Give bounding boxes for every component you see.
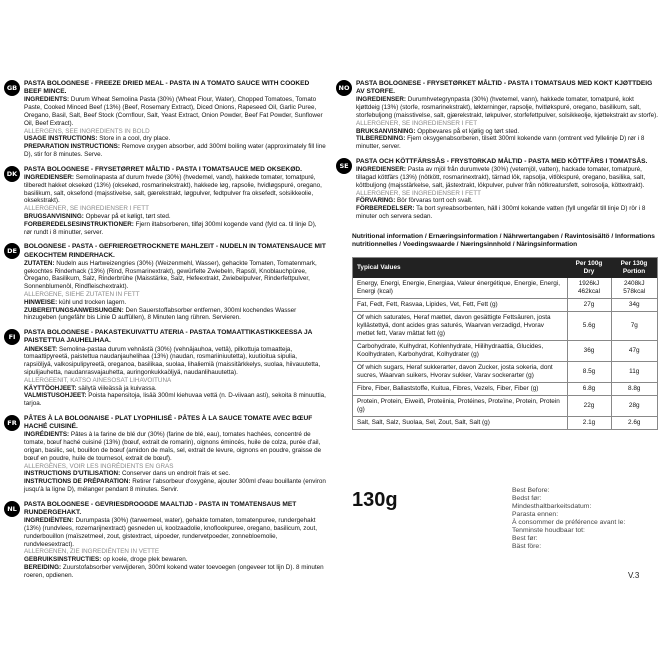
product-title: PÂTES À LA BOLOGNAISE - PLAT LYOPHILISÉ - PÂTES À LA SAUCE TOMATE AVEC BŒUF HACHÉ CUISINÉ.: [24, 414, 313, 431]
product-body: [24, 260, 326, 322]
product-title: PASTA BOLOGNESE - FRYSETØRRET MÅLTID - PASTA I TOMATSAUCE MED OKSEKØD.: [24, 165, 302, 173]
nutrition-header-row: [353, 258, 658, 279]
prep-label: INSTRUCTIONS DE PRÉPARATION:: [24, 478, 131, 486]
product-title: PASTA BOLOGNESE - GEVRIESDROOGDE MAALTIJD - PASTA IN TOMATENSAUS MET RUNDERGEHAKT.: [24, 500, 297, 516]
left-column: [4, 80, 326, 579]
allergens-text: ALLERGENE, SIEHE ZUTATEN IN FETT: [24, 290, 140, 298]
row-dry-value: 36g: [567, 341, 611, 362]
storage-text: kühl und trocken lagern.: [58, 298, 127, 306]
storage-label: BRUKSANVISNING:: [356, 127, 416, 135]
nutrition-title: Nutritional information / Ernæringsinformation / Nährwertangaben / Ravintosisältö / Informations nutritionnelles / Voedingswaarde / Næringsinnhold / Näringsinformation: [352, 232, 655, 248]
header-per-100g: Per 100g Dry: [567, 258, 611, 279]
best-before-line: Best før:: [512, 535, 538, 542]
ingredients-label: ZUTATEN:: [24, 259, 55, 267]
storage-text: Conserver dans un endroit frais et sec.: [121, 470, 231, 478]
storage-label: KÄYTTÖOHJEET:: [24, 384, 77, 392]
row-dry-value: 5.6g: [567, 312, 611, 341]
lang-section-nl: [4, 501, 326, 580]
ingredients-label: INGREDIENSER:: [24, 173, 75, 181]
ingredients-text: Pâtes à la farine de blé dur (30%) (farine de blé, eau), tomates hachées, concentré de tomate, bœuf haché cuisiné (13%) (bœuf, extrait de romarin), oignons émincés, huile de colza, purée d'ail, origan, basilic, sel, bouillon de bœuf (amidon de maïs, sel, extrait de levure, oignons en poudre, graisse de bœuf en poudre, huile de tournesol, extrait de bœuf).: [24, 431, 322, 462]
allergens-text: ALLERGENER, SE INGREDIENSER I FETT: [24, 205, 149, 213]
row-portion-value: 28g: [611, 396, 658, 417]
ingredients-text: Semolina-pastaa durum vehnästä (30%) (vehnäjauhoa, vettä), pilkottuja tomaatteja, tomaattipyreetä, paistettua naudanjauhelihaa (13%) (naudan, rosmariiniuutetta), kuutioitua sipulia, rapsiöljyä, valkosipulipyreetä, oreganoa, basilikaa, suolaa, lihaliemiä (maissitärkkelys, suolaa, hiivauutetta, sipulijauhetta, naudanrasvajauhetta, auringonkukkaöljyä, naudanlihauutetta).: [24, 345, 321, 376]
prep-label: TILBEREDNING:: [356, 135, 406, 143]
table-row: [353, 299, 658, 312]
ingredients-text: Durumhvetegrynpasta (30%) (hvetemel, vann), hakkede tomater, tomatpuré, kokt kjøttdeig (13%) (storfe, rosmarinekstrakt), løkterninger, rapsolje, hvitløkspuré, oregano, basilikum, salt, storfebuljong (maisstivelse, salt, gjærekstrakt, løkpulver, storfefettpulver, solsikkeolje, kjøttekstrakt av storfe).: [356, 96, 659, 119]
product-title: PASTA BOLOGNESE - FREEZE DRIED MEAL - PASTA IN A TOMATO SAUCE WITH COOKED BEEF MINCE.: [24, 80, 310, 96]
best-before-line: Tenminste houdbaar tot:: [512, 527, 585, 534]
table-row: [353, 341, 658, 362]
table-row: [353, 278, 658, 299]
row-label: Of which saturates, Heraf mættet, davon gesättigte Fettsäuren, josta kyllästettyä, dont acides gras saturés, Waarvan verzadigd, Hvorav mettet fett, Varav mättat fett (g): [353, 312, 568, 341]
prep-label: FÖRBEREDELSER:: [356, 205, 415, 213]
table-row: [353, 312, 658, 341]
row-dry-value: 2.1g: [567, 417, 611, 430]
prep-text: Zuurstofabsorber verwijderen, 300ml kokend water toevoegen (ongeveer tot lijn D). 8 minuten roeren, opdienen.: [24, 563, 324, 579]
allergens-text: ALLERGENS, SEE INGREDIENTS IN BOLD: [24, 127, 150, 135]
product-title: PASTA BOLOGNESE - PAKASTEKUIVATTU ATERIA - PASTAA TOMAATTIKASTIKKEESSA JA PAISTETTUA JAUHELIHAA.: [24, 329, 313, 345]
allergens-text: ALLERGÈNES, VOIR LES INGRÉDIENTS EN GRAS: [24, 462, 174, 470]
storage-label: INSTRUCTIONS D'UTILISATION:: [24, 470, 121, 478]
best-before-line: Parasta ennen:: [512, 511, 559, 518]
prep-text: Den Sauerstoffabsorber entfernen, 300ml kochendes Wasser hinzugeben (ungefähr bis Linie D auffüllen), 8 Minuten lang rühren. Servieren.: [24, 306, 297, 322]
row-portion-value: 2.6g: [611, 417, 658, 430]
row-label: Protein, Protein, Eiweiß, Proteiinia, Protéines, Proteïne, Protein, Protein (g): [353, 396, 568, 417]
lang-section-no: [336, 80, 658, 151]
nutrition-table: [352, 257, 658, 430]
prep-label: FORBEREDELSESINSTRUKTIONER:: [24, 220, 134, 228]
storage-text: Bör förvaras torrt och svalt.: [397, 197, 473, 205]
language-badge: NO: [336, 80, 352, 96]
row-label: Of which sugars, Heraf sukkerarter, davon Zucker, josta sokeria, dont sucres, Waarvan suikers, Hvorav sukker, Varav sockerarter (g): [353, 362, 568, 383]
row-portion-value: 7g: [611, 312, 658, 341]
ingredients-label: INGREDIENTS:: [24, 96, 70, 104]
row-dry-value: 27g: [567, 299, 611, 312]
storage-text: Opbevar på et køligt, tørt sted.: [85, 212, 171, 220]
right-column: [336, 80, 658, 430]
language-badge: GB: [4, 80, 20, 96]
product-body: [356, 96, 658, 151]
table-row: [353, 396, 658, 417]
language-badge: DK: [4, 166, 20, 182]
best-before-line: Best Before:: [512, 487, 550, 494]
prep-text: Fjern oksygenabsorberen, tilsett 300ml kokende vann (omtrent ved fyllelinje D) rør i 8 minutter, server.: [356, 135, 645, 151]
prep-text: Poista hapensitoja, lisää 300ml kiehuvaa vettä (n. D-viivaan asti), sekoita 8 minuuttia, tarjoa.: [24, 392, 326, 408]
allergens-text: ALLERGEENIT, KATSO AINESOSAT LIHAVOITUNA: [24, 376, 172, 384]
storage-text: säilytä viileässä ja kuivassa.: [78, 384, 157, 392]
lang-section-fr: [4, 415, 326, 494]
row-label: Salt, Salt, Salz, Suolaa, Sel, Zout, Salt, Salt (g): [353, 417, 568, 430]
storage-label: USAGE INSTRUCTIONS:: [24, 135, 98, 143]
language-badge: FR: [4, 415, 20, 431]
row-dry-value: 8.5g: [567, 362, 611, 383]
table-row: [353, 362, 658, 383]
best-before-line: Bedst før:: [512, 495, 542, 502]
storage-label: HINWEISE:: [24, 298, 58, 306]
ingredients-label: INGREDIËNTEN:: [24, 517, 74, 525]
allergens-text: ALLERGENER, SE INGREDIENSER I FET: [356, 119, 478, 127]
language-badge: NL: [4, 501, 20, 517]
row-portion-value: 8.8g: [611, 383, 658, 396]
header-per-130g: Per 130g Portion: [611, 258, 658, 279]
prep-label: ZUBEREITUNGSANWEISUNGEN:: [24, 306, 124, 314]
product-title: PASTA BOLOGNESE - FRYSETØRKET MÅLTID - PASTA I TOMATSAUS MED KOKT KJØTTDEIG AV STORFE.: [356, 80, 653, 96]
product-title: BOLOGNESE - PASTA - GEFRIERGETROCKNETE MAHLZEIT - NUDELN IN TOMATENSAUCE MIT GEKOCHTEM RINDERHACK.: [24, 243, 326, 259]
row-label: Fibre, Fiber, Ballaststoffe, Kuitua, Fibres, Vezels, Fiber, Fiber (g): [353, 383, 568, 396]
lang-section-dk: [4, 166, 326, 237]
language-badge: SE: [336, 158, 352, 174]
row-label: Fat, Fedt, Fett, Rasvaa, Lipides, Vet, Fett, Fett (g): [353, 299, 568, 312]
best-before-line: À consommer de préférence avant le:: [512, 519, 626, 526]
ingredients-label: INGREDIENSER:: [356, 96, 407, 104]
ingredients-label: INGREDIENSER:: [356, 166, 407, 174]
row-portion-value: 2408kJ 578kcal: [611, 278, 658, 299]
row-portion-value: 47g: [611, 341, 658, 362]
product-body: [24, 517, 326, 579]
table-row: [353, 417, 658, 430]
storage-text: Store in a cool, dry place.: [99, 135, 171, 143]
allergens-text: ALLERGENER, SE INGREDIENSER I FETT: [356, 189, 481, 197]
net-weight: 130g: [352, 489, 398, 511]
product-body: [356, 166, 658, 221]
prep-label: VALMISTUSOHJEET:: [24, 392, 87, 400]
header-typical-values: Typical Values: [353, 258, 568, 279]
storage-text: Oppbevares på et kjølig og tørt sted.: [417, 127, 520, 135]
prep-label: BEREIDING:: [24, 563, 62, 571]
ingredients-text: Nudeln aus Hartweizengries (30%) (Weizenmehl, Wasser), gehackte Tomaten, Tomatenmark, gekochtes Rinderhack (13%) (Rind, Rosmarinextrakt), gewürfelte Zwiebeln, Rapsöl, Knoblauchpüree, Oregano, Basilikum, Salz, Rinderbrühe (Maisstärke, Salz, Hefeextrakt, Zwiebelpulver, Rinderfettpulver, Sonnenblumenöl, Rindfleischextrakt).: [24, 259, 317, 291]
prep-text: Ta bort syreabsorbenten, häll i 300ml kokande vatten (fyll ungefär till linje D) rör i 8 minuter och servera sedan.: [356, 205, 646, 220]
prep-text: Remove oxygen absorber, add 300ml boiling water (approximately fill line D), stir for 8 minutes. Serve.: [24, 143, 326, 158]
prep-text: Retirer l'absorbeur d'oxygène, ajouter 300ml d'eau bouillante (environ jusqu'à la ligne D), mélanger pendant 8 minutes. Servir.: [24, 478, 326, 493]
storage-label: FÖRVARING:: [356, 197, 396, 205]
lang-section-gb: [4, 80, 326, 159]
version-label: V.3: [628, 571, 640, 580]
row-dry-value: 22g: [567, 396, 611, 417]
lang-section-fi: [4, 329, 326, 408]
ingredients-label: AINEKSET:: [24, 345, 58, 353]
product-body: [24, 174, 326, 236]
prep-text: Fjern iltabsorberen, tilføj 300ml kogende vand (fyld ca. til linje D), rør rundt i 8 minutter, server.: [24, 220, 317, 236]
storage-text: op koele, droge plek bewaren.: [103, 556, 188, 564]
lang-section-de: [4, 243, 326, 322]
row-dry-value: 1926kJ 462kcal: [567, 278, 611, 299]
language-badge: FI: [4, 329, 20, 345]
best-before-line: Bäst före:: [512, 543, 542, 550]
language-badge: DE: [4, 243, 20, 259]
prep-label: PREPARATION INSTRUCTIONS:: [24, 143, 120, 151]
row-portion-value: 11g: [611, 362, 658, 383]
product-body: [24, 96, 326, 158]
row-portion-value: 34g: [611, 299, 658, 312]
ingredients-text: Durumpasta (30%) (tarwemeel, water), gehakte tomaten, tomatenpuree, rundergehakt (13%) (rundvlees, rozemarijnextract) gesneden ui, koolzaadolie, knoflookpuree, oregano, basilicum, zout, runderbouillon (maïszetmeel, zout, gistextract, uipoeder, rundervetpoeder, zonnebloemolie, rundvleesextract).: [24, 517, 317, 548]
best-before-block: [512, 487, 625, 551]
ingredients-text: Pasta av mjöl från durumvete (30%) (vetemjöl, vatten), hackade tomater, tomatpuré, tillagad köttfärs (13%) (nötkött, rosmarinextrakt), tärnad lök, rapsolja, vitlökspuré, oregano, basilika, salt, köttbuljong (majsstärkelse, salt, jästextrakt, lökpulver, pulver från nötkreatursfett, solrosolja, köttextrakt).: [356, 166, 646, 189]
allergens-text: ALLERGENEN, ZIE INGREDIËNTEN IN VETTE: [24, 548, 160, 556]
storage-label: GEBRUIKSINSTRUCTIES:: [24, 556, 102, 564]
product-title: PASTA OCH KÖTTFÄRSSÅS - FRYSTORKAD MÅLTID - PASTA MED KÖTTFÄRS I TOMATSÅS.: [356, 157, 648, 165]
row-label: Carbohydrate, Kulhydrat, Kohlenhydrate, Hiilihydraattia, Glucides, Koolhydraten, Karbohydrat, Kolhydrater (g): [353, 341, 568, 362]
storage-label: BRUGSANVISNING:: [24, 212, 84, 220]
lang-section-se: [336, 158, 658, 221]
ingredients-text: Semolinapasta af durum hvede (30%) (hvedemel, vand), hakkede tomater, tomatpuré, tilberedt hakket oksekød (13%) (oksekød, rosmarinekstrakt), hakkede løg, rapsolie, hvidløgspuré, oregano, basilikum, salt, oksefond (majsstivelse, salt, gærekstrakt, løgpulver, fedtpulver fra oksefedt, solsikkeolie, oksekstrakt).: [24, 173, 322, 205]
table-row: [353, 383, 658, 396]
product-body: [24, 346, 326, 408]
row-dry-value: 6.8g: [567, 383, 611, 396]
nutrition-section: [336, 233, 658, 430]
row-label: Energy, Energi, Energie, Energiaa, Valeur énergétique, Energie, Energi, Energi (kcal): [353, 278, 568, 299]
best-before-line: Mindesthaltbarkeitsdatum:: [512, 503, 592, 510]
product-body: [24, 431, 326, 493]
ingredients-text: Durum Wheat Semolina Pasta (30%) (Wheat Flour, Water), Chopped Tomatoes, Tomato Paste, Cooked Minced Beef (13%) (Beef, Rosemary Extract), Diced Onions, Rapeseed Oil, Garlic Puree, Oregano, Basil, Salt, Beef Stock (Cornflour, Salt, Yeast Extract, Onion Powder, Beef Fat Powder, Sunflower Oil, Beef Extract).: [24, 96, 323, 127]
ingredients-label: INGRÉDIENTS:: [24, 431, 70, 439]
